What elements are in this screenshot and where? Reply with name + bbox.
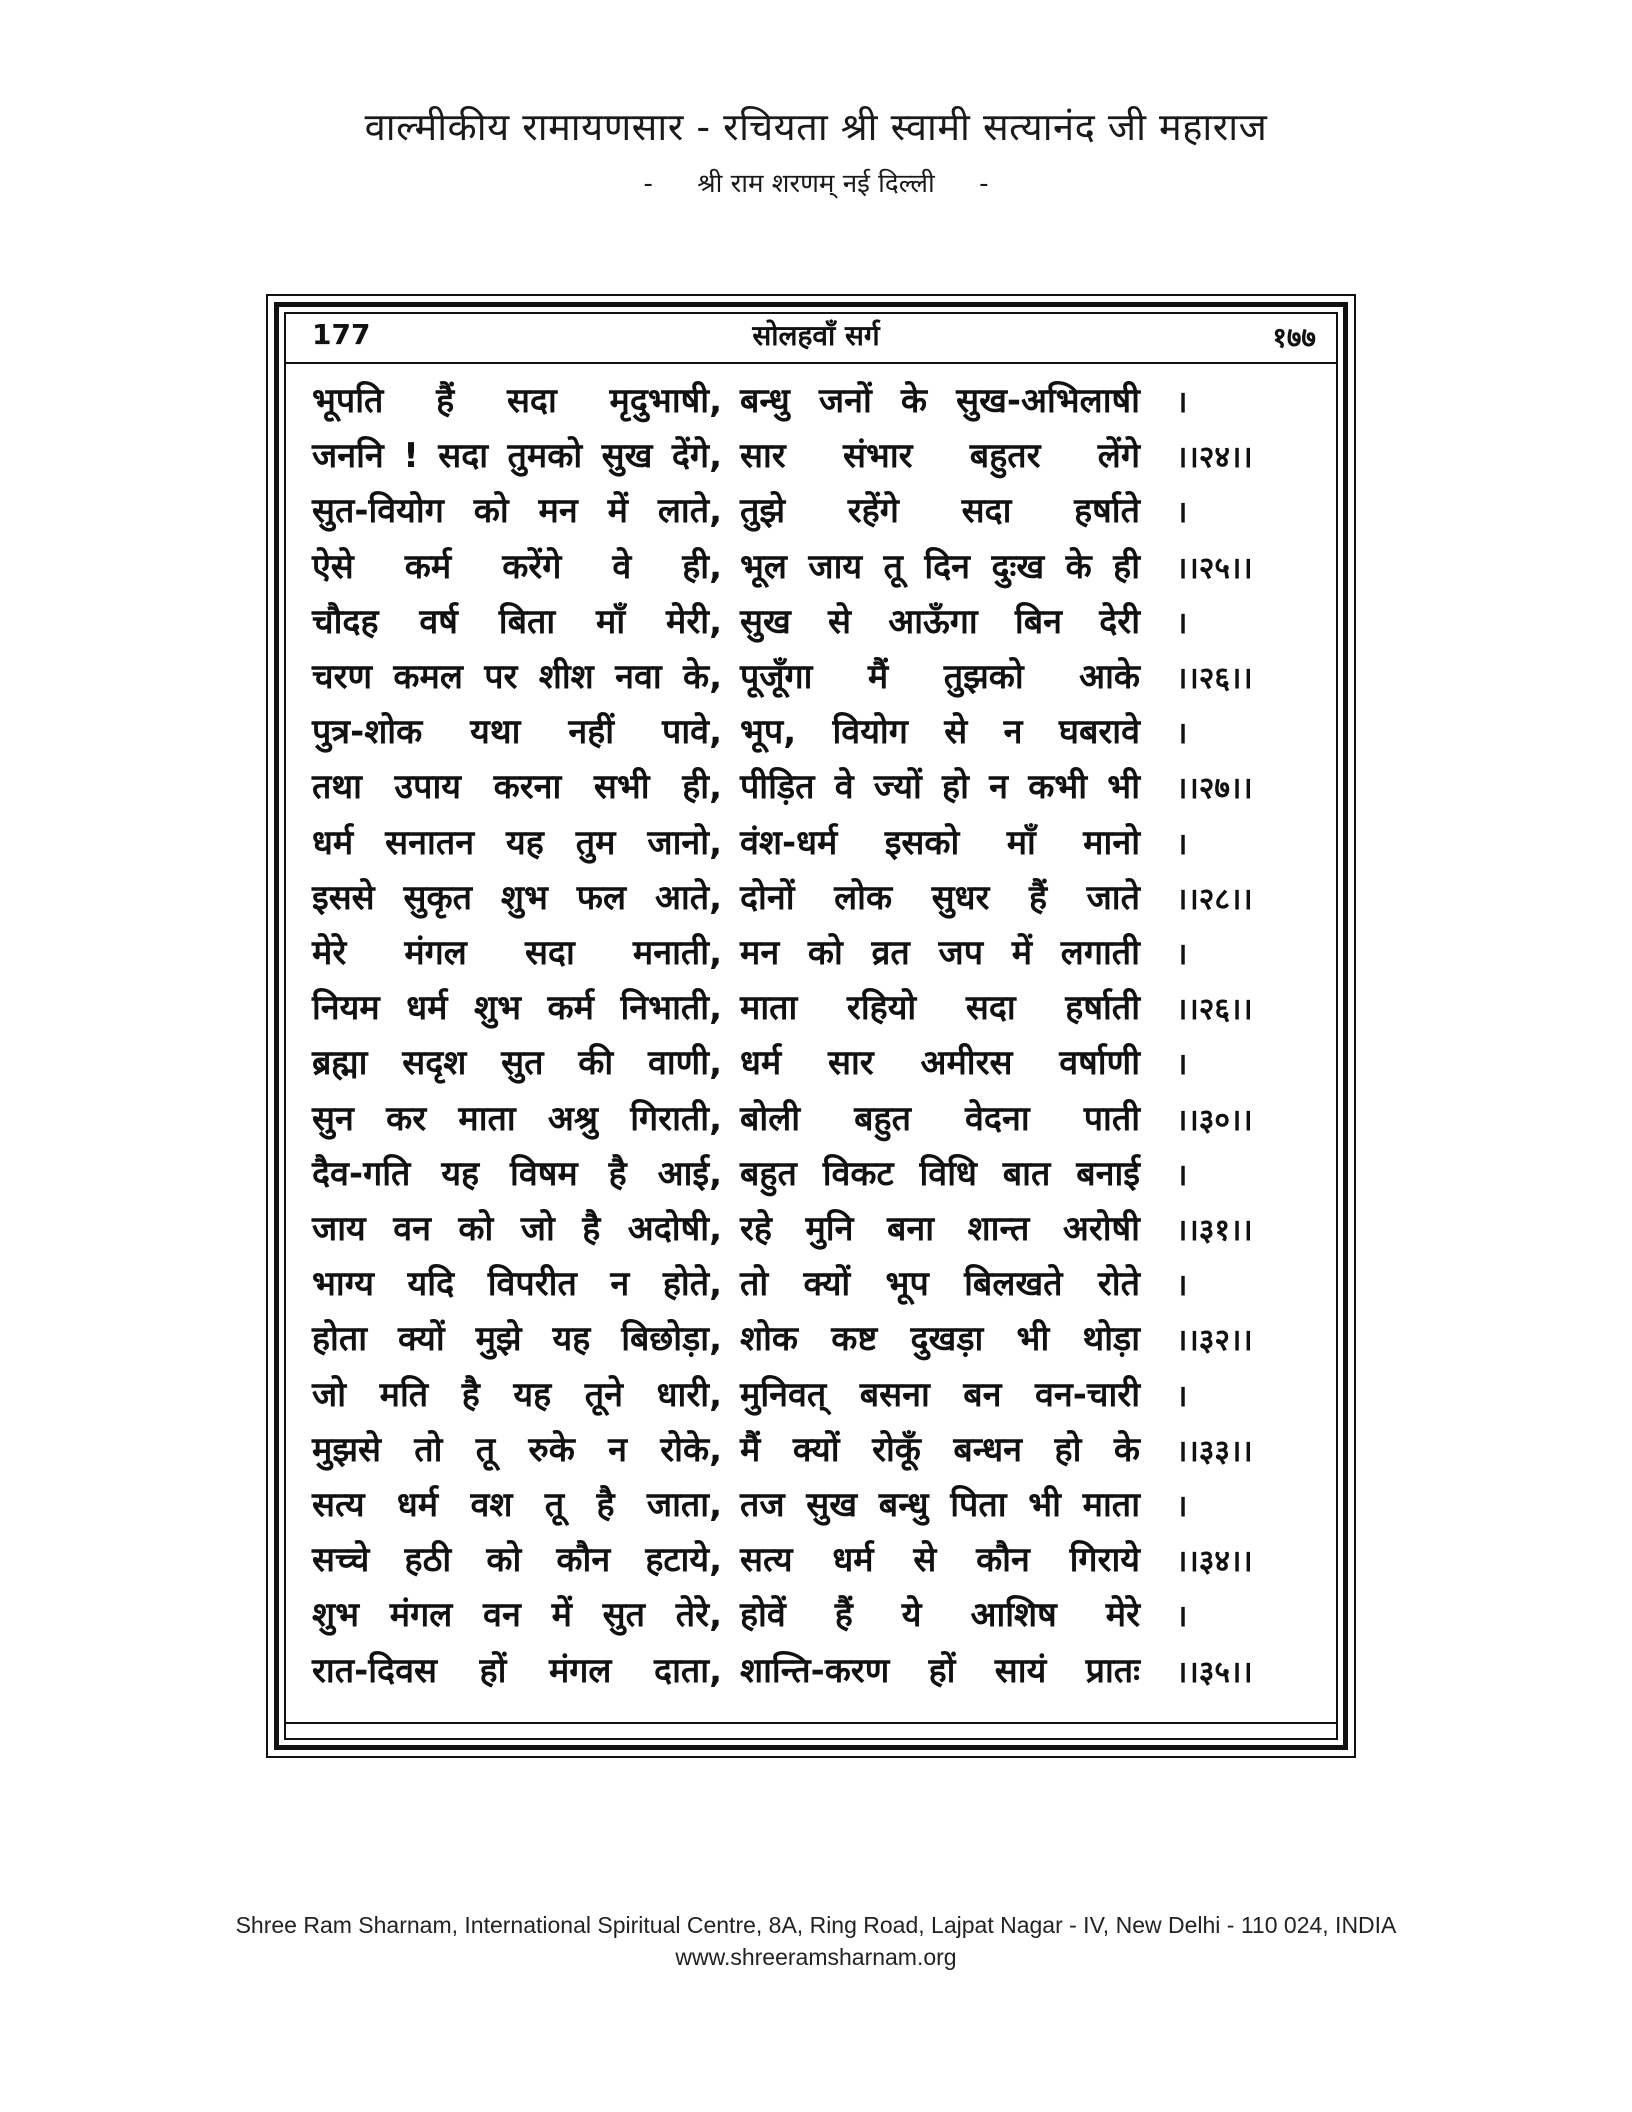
verse-first-half: सच्चे हठी को कौन हटाये, xyxy=(312,1540,722,1581)
verse-first-half: जो मति है यह तूने धारी, xyxy=(312,1374,722,1415)
verse-number-marker: । xyxy=(1176,495,1188,531)
verse-row xyxy=(0,1370,1632,1425)
verse-first-half: मुझसे तो तू रुके न रोके, xyxy=(312,1429,722,1470)
verse-second-half: पूजूँगा मैं तुझको आके xyxy=(740,657,1140,697)
verse-number-marker: । xyxy=(1176,1489,1188,1524)
verse-row xyxy=(0,1038,1632,1093)
verse-first-half: नियम धर्म शुभ कर्म निभाती, xyxy=(312,988,722,1029)
verse-number-marker: । xyxy=(1176,826,1188,862)
verse-first-half: इससे सुकृत शुभ फल आते, xyxy=(312,877,722,918)
verse-first-half: होता क्यों मुझे यह बिछोड़ा, xyxy=(312,1319,722,1360)
verse-first-half: ऐसे कर्म करेंगे वे ही, xyxy=(312,546,722,587)
verse-second-half: भूल जाय तू दिन दुःख के ही xyxy=(740,546,1140,587)
verse-second-half: बोली बहुत वेदना पाती xyxy=(740,1098,1140,1139)
verse-number-marker: ।।३३।। xyxy=(1176,1433,1253,1469)
verse-row xyxy=(0,1204,1632,1259)
page-number-arabic: 177 xyxy=(312,318,371,351)
verse-second-half: पीड़ित वे ज्यों हो न कभी भी xyxy=(740,767,1140,808)
verse-number-marker: ।।३४।। xyxy=(1176,1544,1253,1580)
page-number-devanagari: १७७ xyxy=(1272,321,1316,354)
verse-row xyxy=(0,928,1632,983)
verse-second-half: मुनिवत् बसना बन वन-चारी xyxy=(740,1374,1140,1415)
verse-number-marker: ।।२४।। xyxy=(1176,440,1253,476)
verse-number-marker: ।।२५।। xyxy=(1176,550,1253,586)
subtitle-dash-left: - xyxy=(643,169,653,199)
verse-first-half: चरण कमल पर शीश नवा के, xyxy=(312,657,722,697)
verse-first-half: जननि ! सदा तुमको सुख देंगे, xyxy=(312,436,722,477)
verse-first-half: चौदह वर्ष बिता माँ मेरी, xyxy=(312,601,722,642)
verse-row xyxy=(0,1590,1632,1645)
verse-second-half: दोनों लोक सुधर हैं जाते xyxy=(740,877,1140,918)
verse-first-half: ब्रह्मा सदृश सुत की वाणी, xyxy=(312,1043,722,1084)
footer-website: www.shreeramsharnam.org xyxy=(675,1944,957,1970)
verse-row xyxy=(0,486,1632,541)
verse-second-half: सार संभार बहुतर लेंगे xyxy=(740,436,1140,477)
verse-first-half: रात-दिवस हों मंगल दाता, xyxy=(312,1650,722,1691)
header-divider xyxy=(284,362,1338,364)
verse-row xyxy=(0,1094,1632,1149)
verse-second-half: तज सुख बन्धु पिता भी माता xyxy=(740,1485,1140,1525)
verse-number-marker: ।।२७।। xyxy=(1176,771,1253,807)
verse-second-half: वंश-धर्म इसको माँ मानो xyxy=(740,822,1140,863)
verse-second-half: धर्म सार अमीरस वर्षाणी xyxy=(740,1043,1140,1084)
verse-number-marker: ।।२८।। xyxy=(1176,881,1253,917)
verse-number-marker: । xyxy=(1176,1599,1188,1635)
verse-first-half: शुभ मंगल वन में सुत तेरे, xyxy=(312,1595,722,1636)
verse-row xyxy=(0,1535,1632,1590)
verse-second-half: भूप, वियोग से न घबरावे xyxy=(740,712,1140,753)
verse-row xyxy=(0,707,1632,762)
subtitle-text: श्री राम शरणम् नई दिल्ली xyxy=(697,169,935,199)
verse-second-half: मन को व्रत जप में लगाती xyxy=(740,933,1140,973)
verse-first-half: जाय वन को जो है अदोषी, xyxy=(312,1209,722,1249)
verse-second-half: तुझे रहेंगे सदा हर्षाते xyxy=(740,491,1140,532)
verse-first-half: मेरे मंगल सदा मनाती, xyxy=(312,933,722,973)
verse-number-marker: । xyxy=(1176,1268,1188,1304)
chapter-title: सोलहवाँ सर्ग xyxy=(752,319,880,352)
verse-row xyxy=(0,762,1632,817)
verse-second-half: मैं क्यों रोकूँ बन्धन हो के xyxy=(740,1429,1140,1470)
verse-first-half: दैव-गति यह विषम है आई, xyxy=(312,1153,722,1194)
verse-row xyxy=(0,431,1632,486)
verse-number-marker: । xyxy=(1176,1047,1188,1083)
verse-number-marker: । xyxy=(1176,385,1188,420)
verse-number-marker: । xyxy=(1176,605,1188,641)
verse-row xyxy=(0,1425,1632,1480)
verse-first-half: भूपति हैं सदा मृदुभाषी, xyxy=(312,381,722,421)
subtitle-dash-right: - xyxy=(979,169,989,199)
verse-second-half: शोक कष्ट दुखड़ा भी थोड़ा xyxy=(740,1319,1140,1360)
verse-row xyxy=(0,983,1632,1038)
verse-first-half: भाग्य यदि विपरीत न होते, xyxy=(312,1264,722,1305)
verse-number-marker: ।।३१।। xyxy=(1176,1213,1253,1248)
verse-second-half: होवें हैं ये आशिष मेरे xyxy=(740,1595,1140,1636)
verse-row xyxy=(0,1314,1632,1369)
verse-first-half: धर्म सनातन यह तुम जानो, xyxy=(312,822,722,863)
verse-first-half: तथा उपाय करना सभी ही, xyxy=(312,767,722,808)
verse-first-half: पुत्र-शोक यथा नहीं पावे, xyxy=(312,712,722,753)
verse-number-marker: । xyxy=(1176,937,1188,972)
verse-number-marker: । xyxy=(1176,1378,1188,1414)
verse-row xyxy=(0,1259,1632,1314)
verse-second-half: रहे मुनि बना शान्त अरोषी xyxy=(740,1209,1140,1249)
verse-first-half: सुत-वियोग को मन में लाते, xyxy=(312,491,722,532)
verse-second-half: सत्य धर्म से कौन गिराये xyxy=(740,1540,1140,1581)
verse-row xyxy=(0,376,1632,431)
verse-row xyxy=(0,1480,1632,1535)
document-header-subtitle xyxy=(0,164,1632,200)
verse-second-half: बहुत विकट विधि बात बनाई xyxy=(740,1153,1140,1194)
verse-number-marker: ।।३२।। xyxy=(1176,1323,1253,1359)
verse-number-marker: ।।२६।। xyxy=(1176,992,1253,1028)
verse-row xyxy=(0,873,1632,928)
verse-row xyxy=(0,542,1632,597)
verse-row xyxy=(0,652,1632,707)
verse-row xyxy=(0,818,1632,873)
verse-number-marker: ।।३५।। xyxy=(1176,1654,1253,1690)
verse-second-half: सुख से आऊँगा बिन देरी xyxy=(740,601,1140,642)
footer-address: Shree Ram Sharnam, International Spiritual Centre, 8A, Ring Road, Lajpat Nagar - IV, New Delhi - 110 024, INDIA xyxy=(235,1912,1397,1938)
verse-first-half: सत्य धर्म वश तू है जाता, xyxy=(312,1485,722,1525)
document-header-title: वाल्मीकीय रामायणसार - रचियता श्री स्वामी सत्यानंद जी महाराज xyxy=(364,105,1268,149)
verse-number-marker: ।।३०।। xyxy=(1176,1102,1253,1138)
verse-second-half: तो क्यों भूप बिलखते रोते xyxy=(740,1264,1140,1305)
verse-second-half: शान्ति-करण हों सायं प्रातः xyxy=(740,1650,1140,1691)
verse-first-half: सुन कर माता अश्रु गिराती, xyxy=(312,1098,722,1139)
verse-number-marker: ।।२६।। xyxy=(1176,661,1253,696)
verse-number-marker: । xyxy=(1176,1157,1188,1193)
verse-number-marker: । xyxy=(1176,716,1188,752)
verse-row xyxy=(0,1149,1632,1204)
verse-second-half: बन्धु जनों के सुख-अभिलाषी xyxy=(740,381,1140,421)
verse-row xyxy=(0,1646,1632,1701)
verse-second-half: माता रहियो सदा हर्षाती xyxy=(740,988,1140,1029)
verse-row xyxy=(0,597,1632,652)
footer-divider xyxy=(284,1722,1338,1724)
